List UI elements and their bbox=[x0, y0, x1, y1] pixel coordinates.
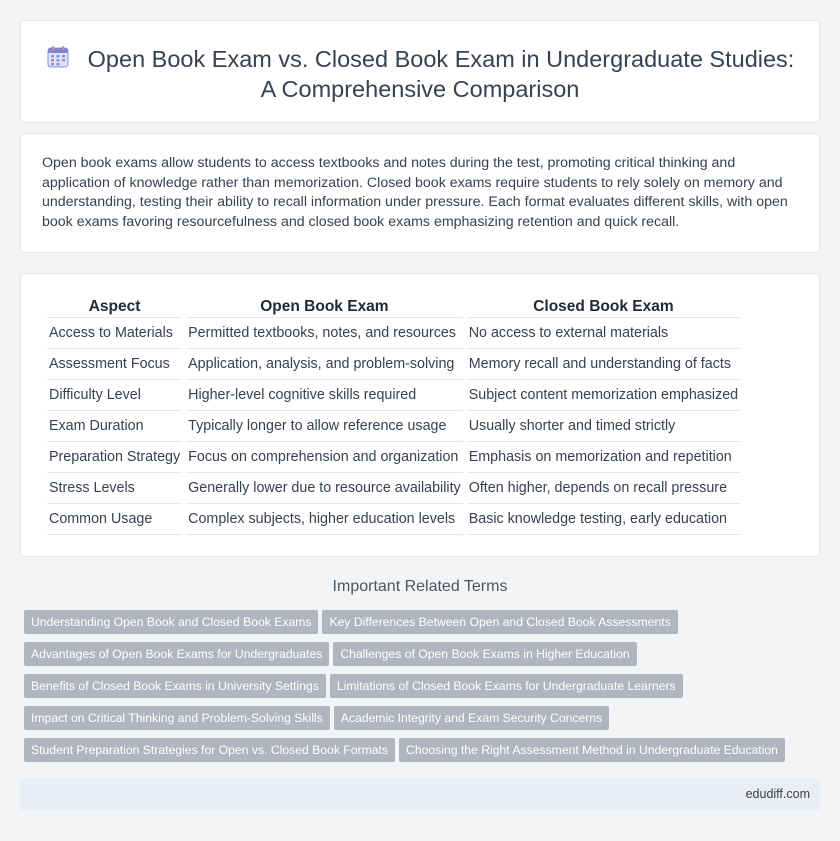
title-line-2: A Comprehensive Comparison bbox=[260, 76, 580, 102]
comparison-table-card bbox=[20, 273, 820, 557]
cell-open-book: Generally lower due to resource availability bbox=[186, 473, 463, 504]
cell-open-book: Complex subjects, higher education levels bbox=[186, 504, 463, 535]
footer bbox=[20, 778, 820, 810]
cell-aspect: Exam Duration bbox=[47, 411, 182, 442]
calendar-icon bbox=[46, 45, 70, 69]
related-term-tag[interactable]: Understanding Open Book and Closed Book Exams bbox=[24, 610, 318, 634]
page-title bbox=[21, 44, 819, 104]
related-term-tag[interactable]: Choosing the Right Assessment Method in Undergraduate Education bbox=[399, 738, 785, 762]
title-line-1: Open Book Exam vs. Closed Book Exam in Undergraduate Studies: bbox=[87, 46, 795, 72]
table-row bbox=[47, 349, 740, 380]
related-term-tag[interactable]: Impact on Critical Thinking and Problem-Solving Skills bbox=[24, 706, 330, 730]
cell-open-book: Focus on comprehension and organization bbox=[186, 442, 463, 473]
cell-aspect: Preparation Strategy bbox=[47, 442, 182, 473]
cell-closed-book: Memory recall and understanding of facts bbox=[467, 349, 740, 380]
header-open-book: Open Book Exam bbox=[186, 296, 463, 318]
related-term-tag[interactable]: Limitations of Closed Book Exams for Undergraduate Learners bbox=[330, 674, 683, 698]
table-header-row bbox=[47, 296, 740, 318]
table-row bbox=[47, 380, 740, 411]
cell-open-book: Higher-level cognitive skills required bbox=[186, 380, 463, 411]
cell-aspect: Common Usage bbox=[47, 504, 182, 535]
cell-open-book: Application, analysis, and problem-solving bbox=[186, 349, 463, 380]
cell-open-book: Typically longer to allow reference usage bbox=[186, 411, 463, 442]
related-term-tag[interactable]: Advantages of Open Book Exams for Undergraduates bbox=[24, 642, 329, 666]
cell-closed-book: Basic knowledge testing, early education bbox=[467, 504, 740, 535]
cell-aspect: Access to Materials bbox=[47, 318, 182, 349]
related-term-tag[interactable]: Key Differences Between Open and Closed Book Assessments bbox=[322, 610, 677, 634]
table-row bbox=[47, 411, 740, 442]
table-row bbox=[47, 504, 740, 535]
footer-site-link[interactable]: edudiff.com bbox=[745, 787, 810, 801]
cell-closed-book: Subject content memorization emphasized bbox=[467, 380, 740, 411]
related-term-tag[interactable]: Challenges of Open Book Exams in Higher Education bbox=[333, 642, 636, 666]
cell-aspect: Stress Levels bbox=[47, 473, 182, 504]
related-terms-title: Important Related Terms bbox=[332, 578, 508, 595]
header-aspect: Aspect bbox=[47, 296, 182, 318]
cell-closed-book: Usually shorter and timed strictly bbox=[467, 411, 740, 442]
related-term-tag[interactable]: Academic Integrity and Exam Security Concerns bbox=[334, 706, 609, 730]
cell-open-book: Permitted textbooks, notes, and resources bbox=[186, 318, 463, 349]
cell-closed-book: No access to external materials bbox=[467, 318, 740, 349]
header-card bbox=[20, 20, 820, 123]
intro-card bbox=[20, 133, 820, 253]
cell-aspect: Difficulty Level bbox=[47, 380, 182, 411]
related-term-tag[interactable]: Benefits of Closed Book Exams in University Settings bbox=[24, 674, 326, 698]
comparison-table bbox=[43, 296, 744, 535]
header-closed-book: Closed Book Exam bbox=[467, 296, 740, 318]
table-row bbox=[47, 442, 740, 473]
related-terms-list bbox=[24, 610, 804, 770]
table-row bbox=[47, 318, 740, 349]
cell-aspect: Assessment Focus bbox=[47, 349, 182, 380]
cell-closed-book: Emphasis on memorization and repetition bbox=[467, 442, 740, 473]
table-row bbox=[47, 473, 740, 504]
intro-text: Open book exams allow students to access textbooks and notes during the test, promoting critical thinking and application of knowledge rather than memorization. Closed book exams require students to rely solely on memory and understanding, testing their ability to recall information under pressure. Each format evaluates different skills, with open book exams favoring resourcefulness and closed book exams emphasizing retention and quick recall. bbox=[42, 155, 788, 230]
related-term-tag[interactable]: Student Preparation Strategies for Open vs. Closed Book Formats bbox=[24, 738, 395, 762]
cell-closed-book: Often higher, depends on recall pressure bbox=[467, 473, 740, 504]
